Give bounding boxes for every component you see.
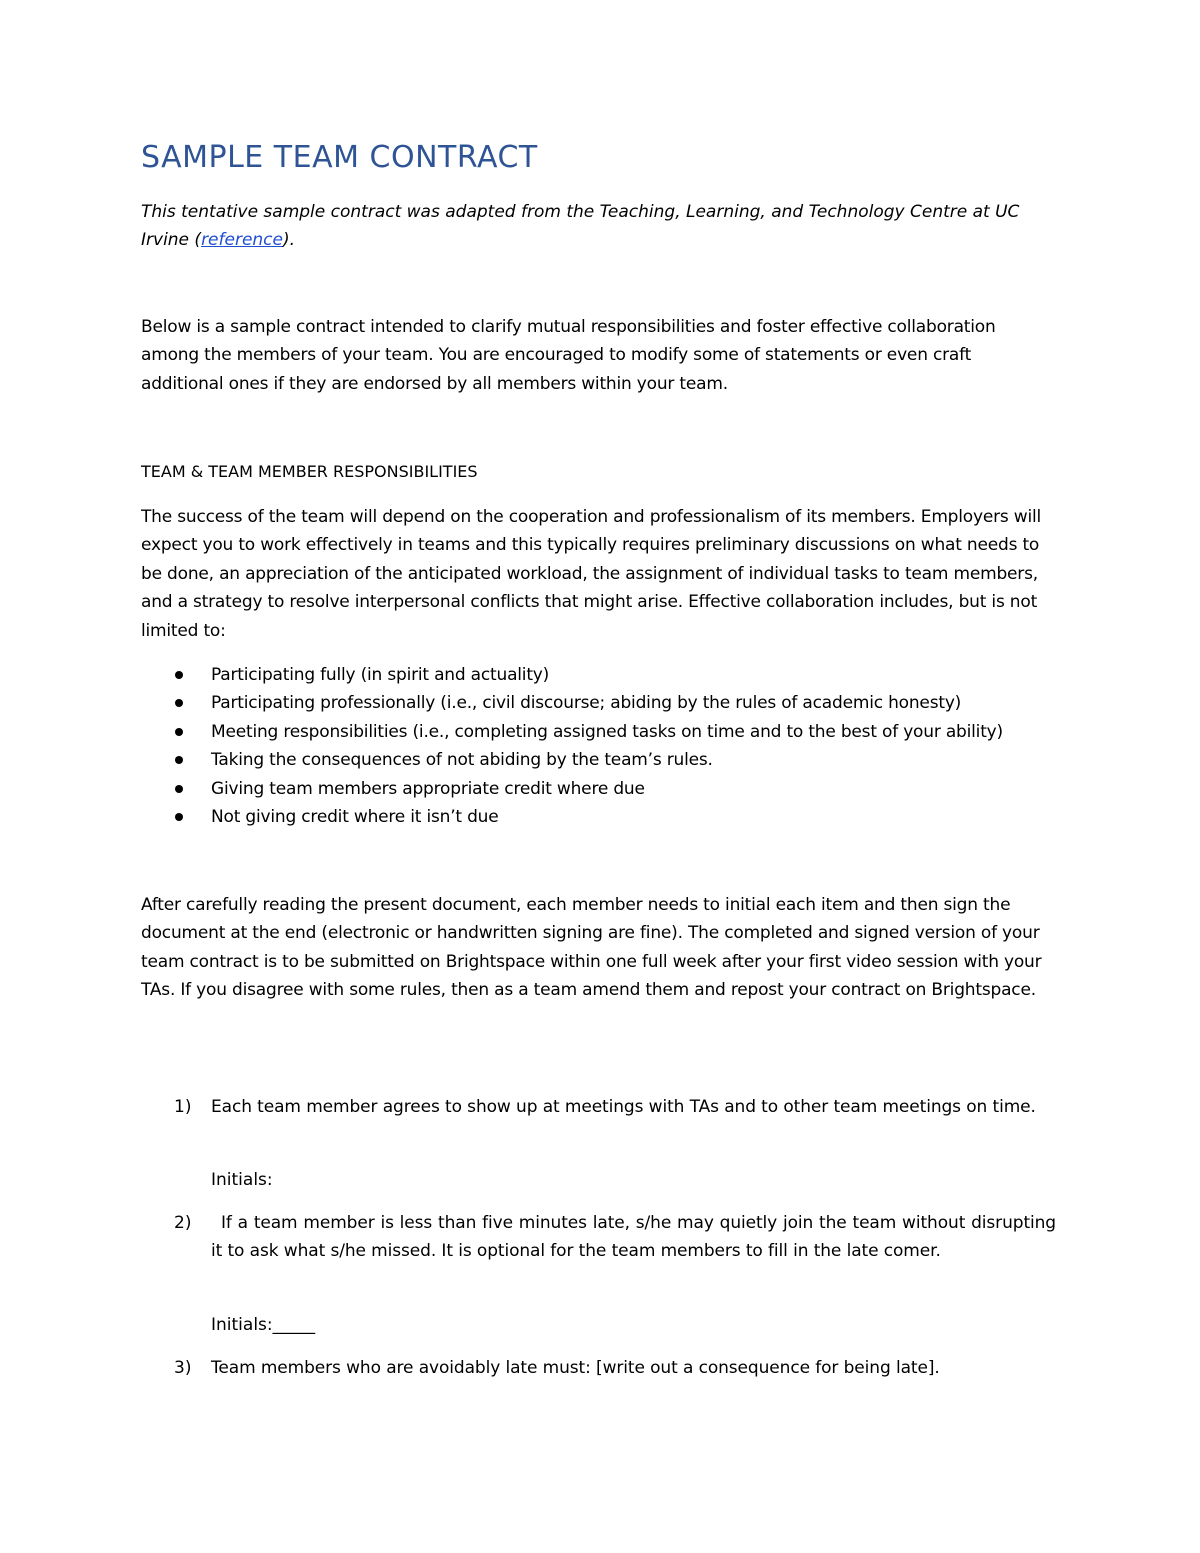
list-item (141, 803, 1057, 831)
item-number: 2) (174, 1213, 192, 1233)
item-number: 1) (174, 1097, 192, 1117)
bullet-icon (175, 671, 183, 679)
section-heading: TEAM & TEAM MEMBER RESPONSIBILITIES (141, 462, 478, 481)
list-item-text: Meeting responsibilities (i.e., completing assigned tasks on time and to the best of your ability) (211, 721, 1003, 742)
list-item-text: Not giving credit where it isn’t due (211, 807, 499, 828)
list-item (141, 746, 1057, 774)
responsibilities-paragraph: The success of the team will depend on the cooperation and professionalism of its members. Employers will expect you to work effectively in teams and this typically requires preliminary discussions on what needs to be done, an appreciation of the anticipated workload, the assignment of individual tasks to team members, and a strategy to resolve interpersonal conflicts that might arise. Effective collaboration includes, but is not limited to: (141, 507, 1042, 641)
list-item (141, 689, 1057, 717)
bullet-icon (175, 785, 183, 793)
list-item-text: Taking the consequences of not abiding by the team’s rules. (211, 750, 713, 771)
bullet-icon (175, 728, 183, 736)
contract-item-1 (141, 1093, 1057, 1121)
list-item-text: Participating professionally (i.e., civil discourse; abiding by the rules of academic honesty) (211, 693, 962, 714)
bullet-icon (175, 756, 183, 764)
item-number: 3) (174, 1358, 192, 1378)
intro-paragraph: Below is a sample contract intended to clarify mutual responsibilities and foster effective collaboration among the members of your team. You are encouraged to modify some of statements or even craft additional ones if they are endorsed by all members within your team. (141, 317, 996, 394)
contract-item-3 (141, 1354, 1057, 1382)
list-item-text: Giving team members appropriate credit where due (211, 778, 645, 799)
list-item (141, 718, 1057, 746)
item-text: If a team member is less than five minutes late, s/he may quietly join the team without disrupting it to ask what s/he missed. It is optional for the team members to fill in the late comer. (211, 1213, 1056, 1262)
document-title: SAMPLE TEAM CONTRACT (141, 140, 538, 175)
initials-field-2[interactable]: Initials:_____ (211, 1315, 316, 1335)
reference-link[interactable]: reference (201, 230, 283, 250)
responsibilities-list (141, 661, 1057, 831)
bullet-icon (175, 813, 183, 821)
item-text: Each team member agrees to show up at meetings with TAs and to other team meetings on time. (211, 1097, 1036, 1117)
initials-field-1[interactable]: Initials: (211, 1170, 273, 1190)
contract-item-2 (141, 1209, 1057, 1266)
list-item (141, 661, 1057, 689)
list-item (141, 775, 1057, 803)
bullet-icon (175, 699, 183, 707)
list-item-text: Participating fully (in spirit and actuality) (211, 665, 550, 685)
source-note-end: ). (282, 230, 296, 250)
instructions-paragraph: After carefully reading the present document, each member needs to initial each item and then sign the document at the end (electronic or handwritten signing are fine). The completed and signed version of your team contract is to be submitted on Brightspace within one full week after your first video session with your TAs. If you disagree with some rules, then as a team amend them and repost your contract on Brightspace. (141, 895, 1042, 1001)
item-text: Team members who are avoidably late must: [write out a consequence for being late]. (211, 1358, 940, 1378)
source-note-text: This tentative sample contract was adapted from the Teaching, Learning, and Technology Centre at UC Irvine ( (141, 202, 1020, 250)
source-note (141, 198, 1057, 254)
